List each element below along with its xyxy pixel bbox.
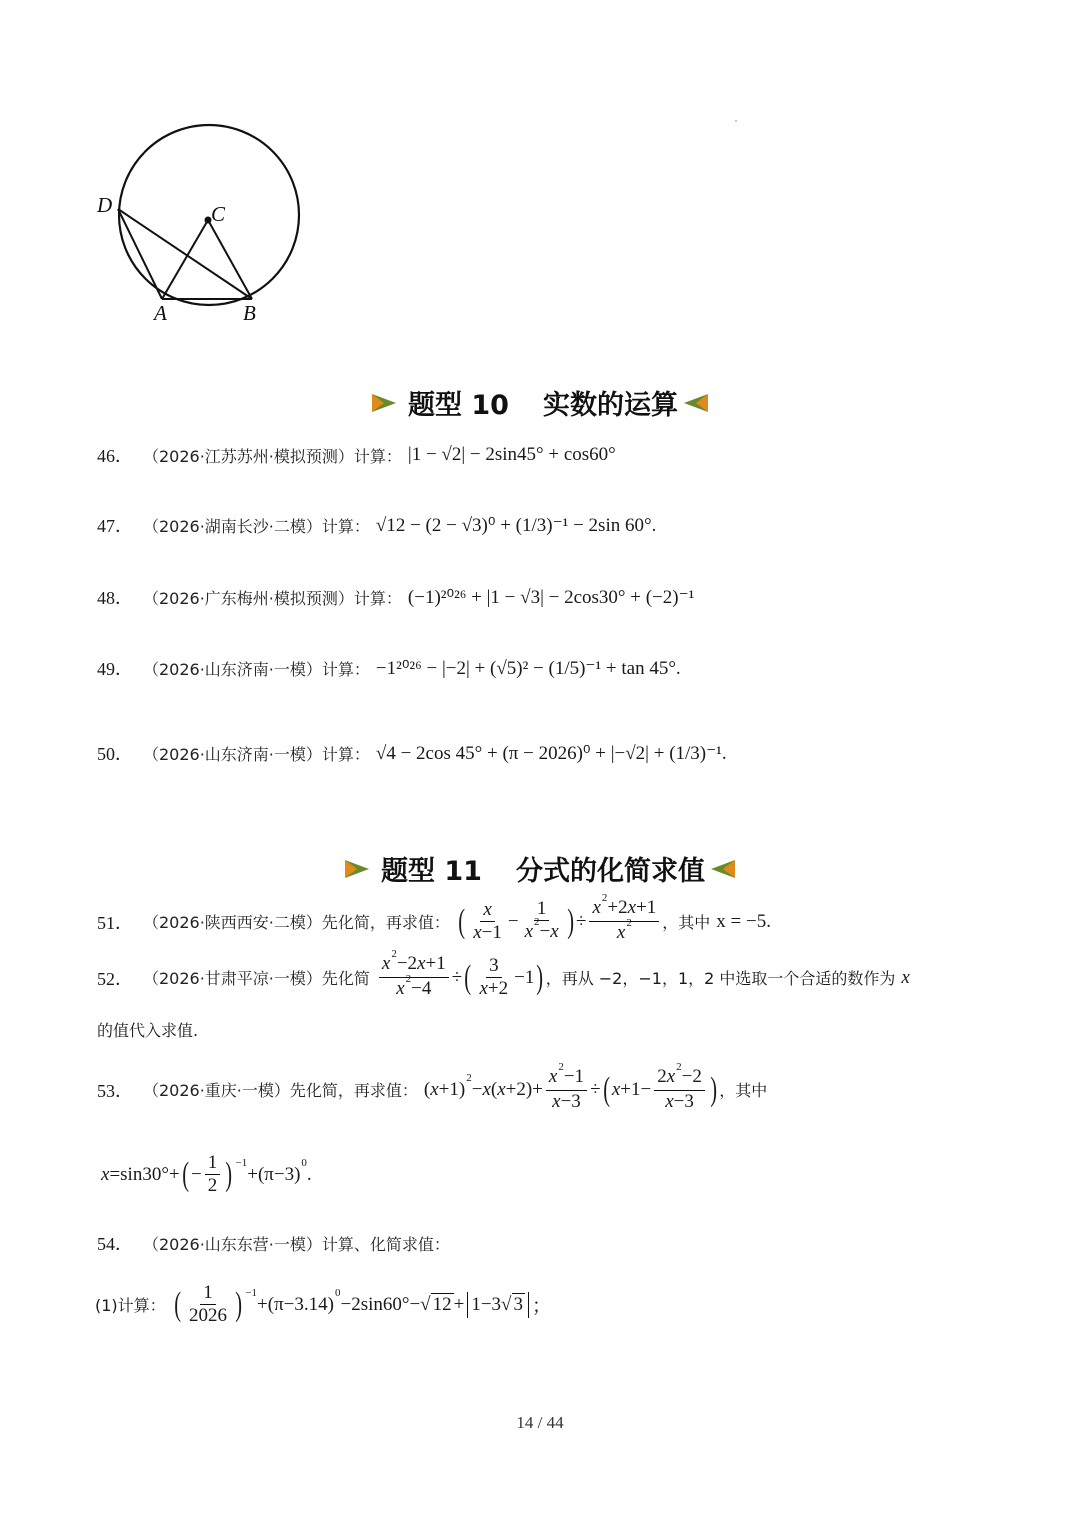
problem-source: （2026·甘肃平凉·一模）先化简 — [143, 969, 370, 988]
problem-53 — [97, 1061, 768, 1113]
problem-number: 52． — [97, 968, 133, 989]
point-label-c: C — [211, 202, 226, 226]
problem-54-part-1 — [95, 1282, 551, 1327]
problem-source: （2026·江苏苏州·模拟预测）计算： — [143, 446, 402, 466]
problem-54 — [97, 1230, 450, 1256]
page-number: 14 / 44 — [516, 1413, 564, 1432]
problem-tail: ，其中 — [662, 913, 711, 932]
problem-48 — [97, 584, 694, 610]
arrow-right-icon — [370, 392, 398, 414]
problem-expression: ( x +1) 2 − x ( x +2)+ $\frac{x^2-1}{x-3}$ ÷ ( x +1− $\frac{2x^2-2}{x-3}$ ) — [423, 1061, 717, 1112]
problem-50 — [97, 740, 727, 766]
problem-number: 50． — [97, 744, 133, 764]
point-label-a: A — [154, 301, 167, 325]
problem-52 — [97, 948, 910, 1002]
problem-variable: x — [901, 966, 910, 988]
problem-source: （2026·重庆·一模）先化简，再求值： — [143, 1081, 418, 1100]
problem-number: 53． — [97, 1080, 133, 1101]
section-topic: 分式的化简求值 — [515, 856, 705, 887]
problem-expression: −1²⁰²⁶ − |−2| + (√5)² − (1/5)⁻¹ + tan 45°. — [375, 657, 681, 679]
problem-52-continuation: 的值代入求值. — [97, 1021, 199, 1040]
arrow-left-icon — [709, 858, 737, 880]
part-label: (1)计算： — [95, 1296, 166, 1315]
problem-expression: $\frac{x^2-2x+1}{x^2-4}$ ÷ ( $\frac{3}{x+2}$ −1 ) — [376, 953, 546, 1002]
problem-number: 54． — [97, 1234, 133, 1254]
problem-number: 51． — [97, 912, 133, 933]
problem-source: （2026·山东东营·一模）计算、化简求值： — [143, 1234, 450, 1254]
section-heading-11 — [0, 849, 1080, 888]
problem-47 — [97, 512, 656, 538]
problem-49 — [97, 655, 681, 681]
arrow-right-icon — [343, 858, 371, 880]
problem-tail: ，其中 — [719, 1081, 768, 1100]
point-label-b: B — [243, 301, 256, 325]
problem-expression: √12 − (2 − √3)⁰ + (1/3)⁻¹ − 2sin 60°. — [375, 514, 657, 536]
problem-number: 48． — [97, 588, 133, 608]
circle-geometry-figure — [88, 118, 318, 333]
problem-source: （2026·陕西西安·二模）先化简，再求值： — [143, 913, 450, 932]
problem-46 — [97, 442, 616, 468]
problem-number: 49． — [97, 659, 133, 679]
problem-expression: |1 − √2| − 2sin45° + cos60° — [407, 444, 616, 465]
problem-condition: x =sin30°+ ( − $\frac{1}{2}$ ) −1 +(π−3) 0 . — [101, 1152, 312, 1196]
problem-tail: ，再从 −2，−1，1，2 中选取一个合适的数作为 — [545, 969, 896, 988]
problem-condition: x = −5. — [716, 910, 771, 932]
arrow-left-icon — [682, 392, 710, 414]
problem-number: 47． — [97, 516, 133, 536]
section-label: 题型 11 — [381, 856, 482, 887]
stray-mark — [735, 120, 737, 122]
section-label: 题型 10 — [408, 390, 509, 421]
problem-51 — [97, 892, 771, 946]
problem-53-condition — [97, 1152, 312, 1197]
problem-number: 46． — [97, 446, 133, 466]
problem-source: （2026·广东梅州·模拟预测）计算： — [143, 588, 402, 608]
problem-source: （2026·湖南长沙·二模）计算： — [143, 516, 370, 536]
point-label-d: D — [97, 193, 113, 217]
section-heading-10 — [0, 383, 1080, 422]
problem-expression: ( $\frac{1}{2026}$ ) −1 +(π−3.14) 0 −2sin60°−√ 12 + 1−3√ 3 ； — [173, 1282, 552, 1326]
section-topic: 实数的运算 — [542, 390, 678, 421]
problem-expression: (−1)²⁰²⁶ + |1 − √3| − 2cos30° + (−2)⁻¹ — [407, 586, 695, 608]
problem-expression: ( $\frac{x}{x-1}$ − $\frac{1}{x^2-x}$ ) ÷ $\frac{x^2+2x+1}{x^2}$ — [456, 897, 662, 946]
problem-source: （2026·山东济南·一模）计算： — [143, 659, 370, 679]
problem-expression: √4 − 2cos 45° + (π − 2026)⁰ + |−√2| + (1/3)⁻¹. — [375, 742, 727, 764]
problem-source: （2026·山东济南·一模）计算： — [143, 744, 370, 764]
